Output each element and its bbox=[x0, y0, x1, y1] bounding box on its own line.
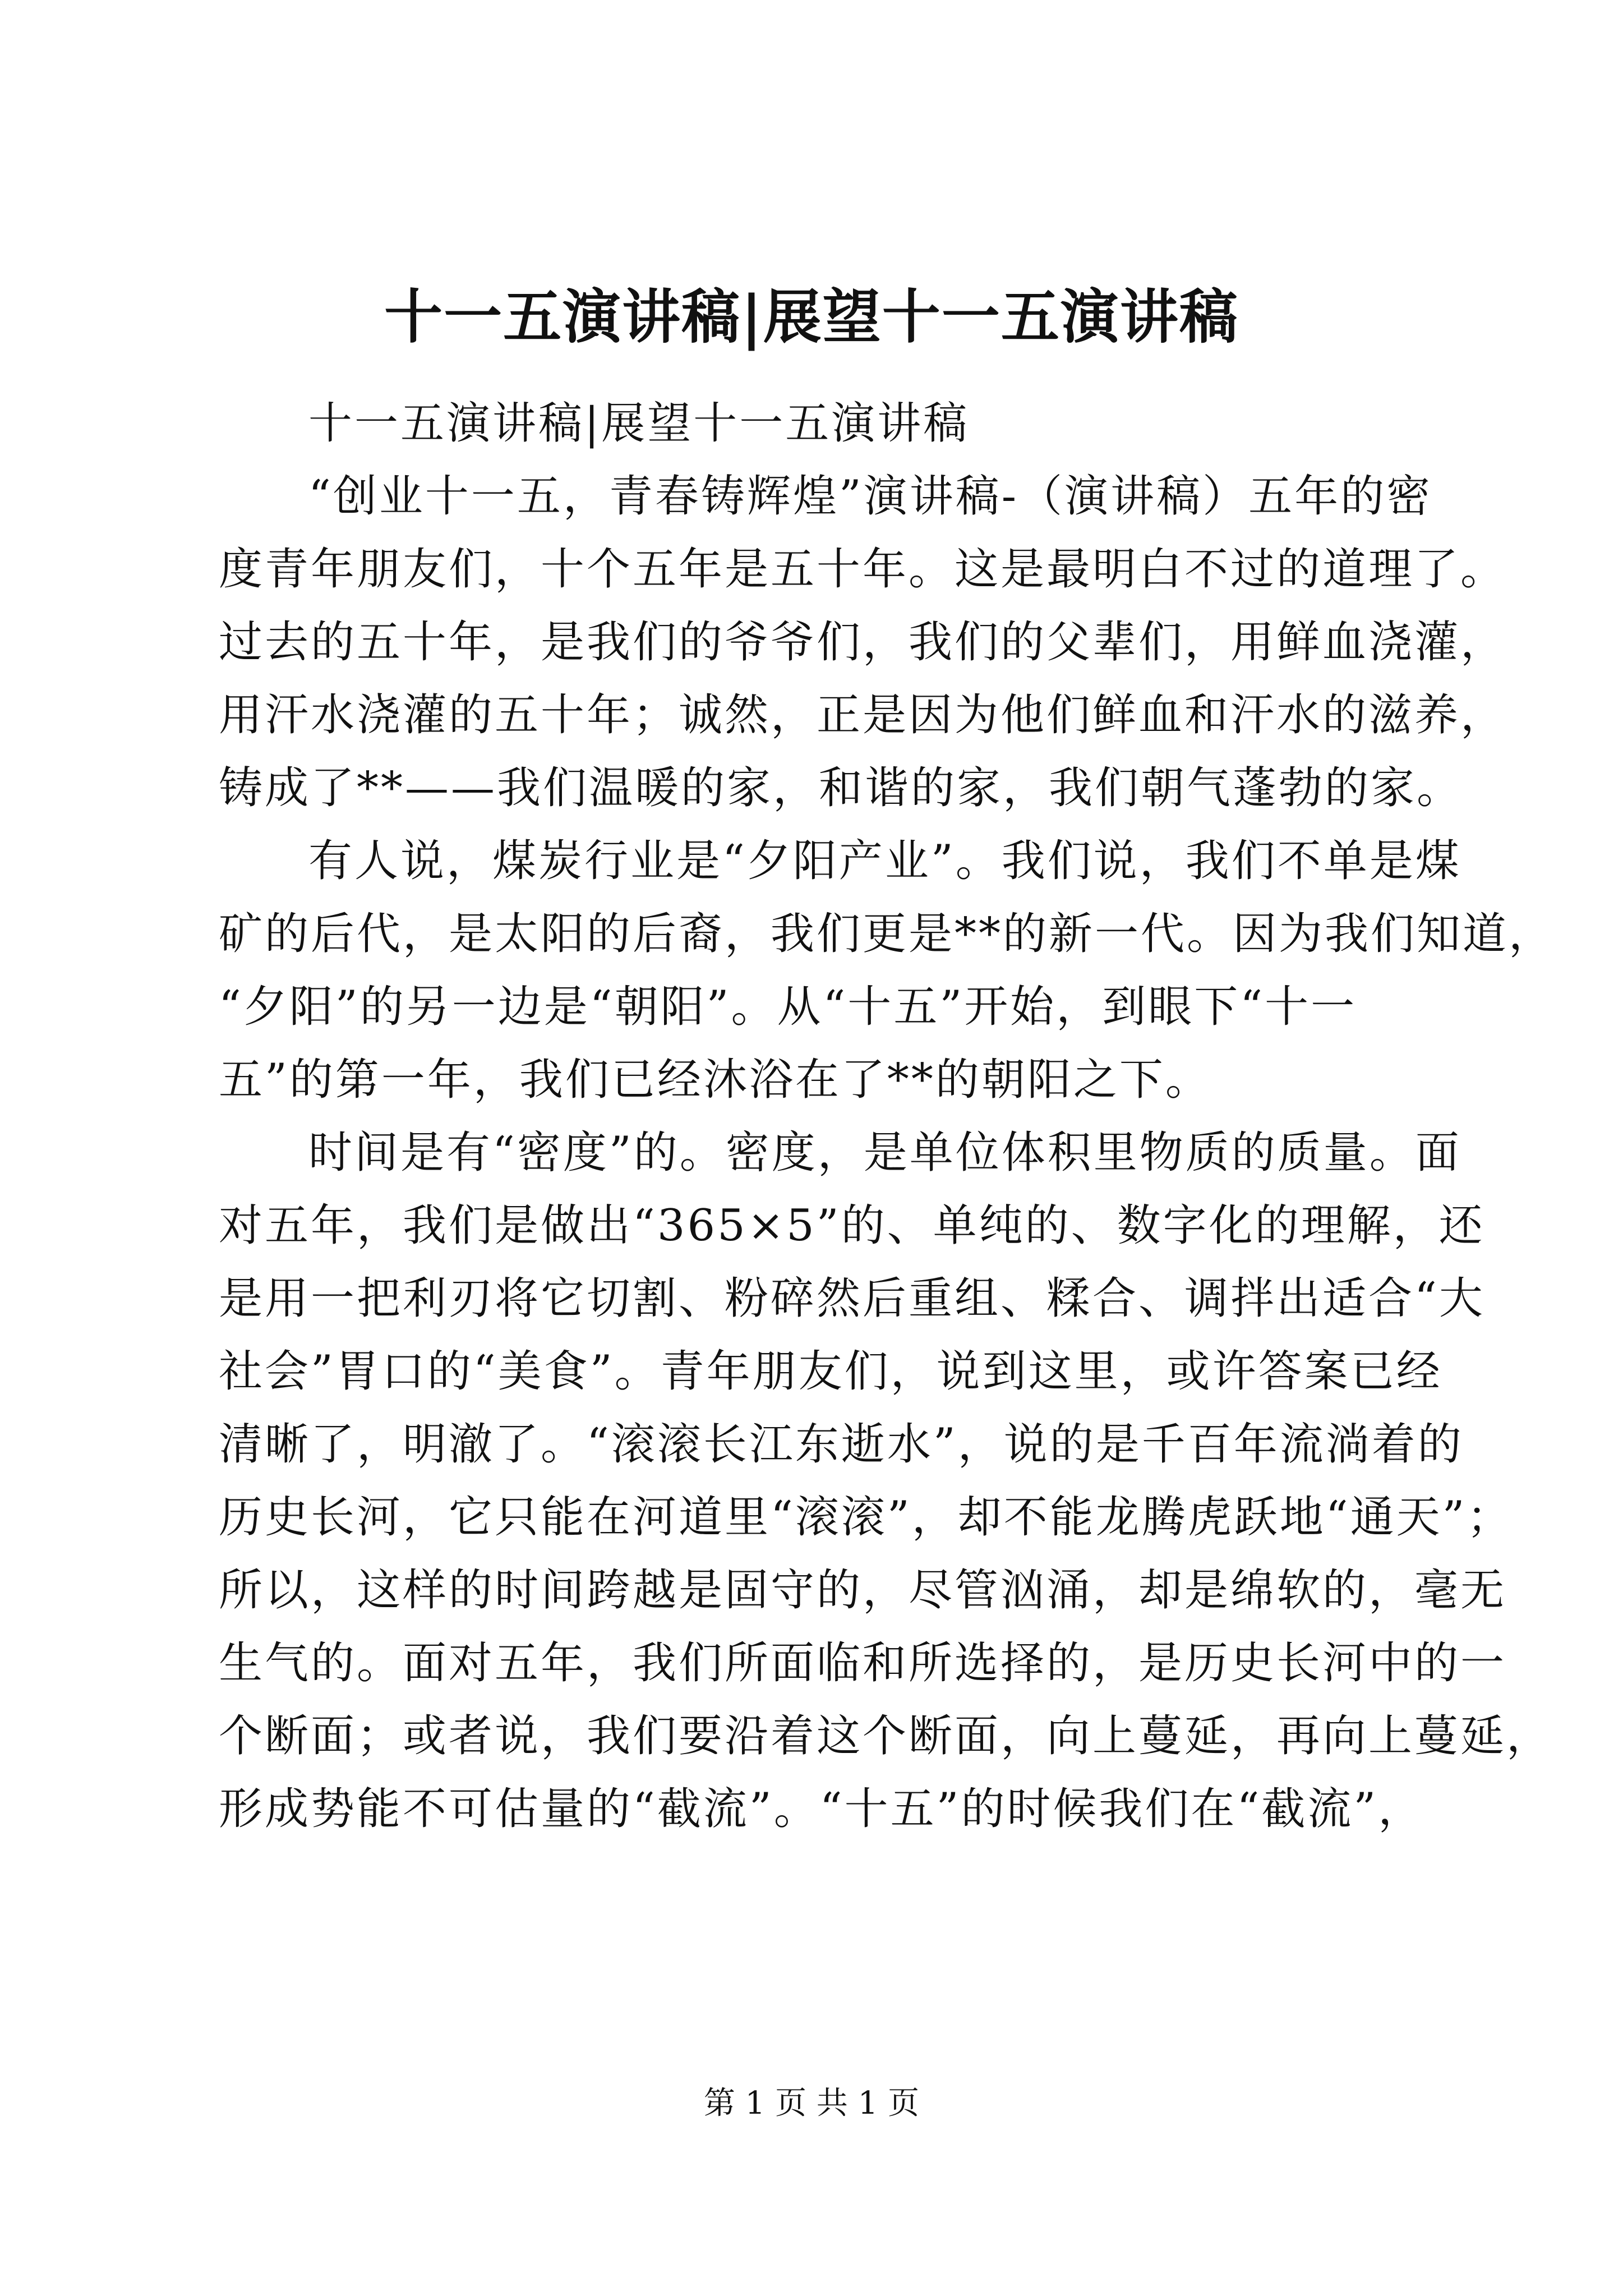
paragraph-line: 矿的后代，是太阳的后裔，我们更是**的新一代。因为我们知道， bbox=[219, 909, 1555, 959]
paragraph-line: 个断面；或者说，我们要沿着这个断面，向上蔓延，再向上蔓延， bbox=[219, 1711, 1553, 1761]
subtitle-line: 十一五演讲稿|展望十一五演讲稿 bbox=[308, 398, 970, 449]
paragraph-line: 过去的五十年，是我们的爷爷们，我们的父辈们，用鲜血浇灌， bbox=[219, 617, 1507, 668]
paragraph-line: 是用一把利刃将它切割、粉碎然后重组、糅合、调拌出适合“大 bbox=[219, 1273, 1485, 1324]
paragraph-line: 铸成了**——我们温暖的家，和谐的家，我们朝气蓬勃的家。 bbox=[219, 763, 1463, 813]
paragraph-line: 有人说，煤炭行业是“夕阳产业”。我们说，我们不单是煤 bbox=[308, 836, 1461, 886]
paragraph-line: 度青年朋友们，十个五年是五十年。这是最明白不过的道理了。 bbox=[219, 544, 1507, 595]
page-number-footer: 第 1 页 共 1 页 bbox=[703, 2085, 920, 2122]
paragraph-line: 时间是有“密度”的。密度，是单位体积里物质的质量。面 bbox=[308, 1128, 1461, 1178]
document-title: 十一五演讲稿|展望十一五演讲稿 bbox=[384, 282, 1239, 351]
paragraph-line: 对五年，我们是做出“365×5”的、单纯的、数字化的理解，还 bbox=[219, 1200, 1485, 1251]
paragraph-line: 生气的。面对五年，我们所面临和所选择的，是历史长河中的一 bbox=[219, 1638, 1507, 1688]
paragraph-line: “创业十一五，青春铸辉煌”演讲稿-（演讲稿）五年的密 bbox=[308, 471, 1433, 522]
document-body bbox=[219, 387, 1555, 1846]
paragraph-line: 社会”胃口的“美食”。青年朋友们，说到这里，或许答案已经 bbox=[219, 1346, 1442, 1397]
paragraph-line: 清晰了，明澈了。“滚滚长江东逝水”，说的是千百年流淌着的 bbox=[219, 1419, 1464, 1470]
paragraph-line: 所以，这样的时间跨越是固守的，尽管汹涌，却是绵软的，毫无 bbox=[219, 1565, 1507, 1616]
paragraph-line: 形成势能不可估量的“截流”。“十五”的时候我们在“截流”， bbox=[219, 1784, 1424, 1834]
paragraph-line: 用汗水浇灌的五十年；诚然，正是因为他们鲜血和汗水的滋养， bbox=[219, 690, 1507, 740]
paragraph-line: 五”的第一年，我们已经沐浴在了**的朝阳之下。 bbox=[219, 1055, 1211, 1105]
paragraph-line: “夕阳”的另一边是“朝阳”。从“十五”开始，到眼下“十一 bbox=[219, 982, 1357, 1032]
paragraph-line: 历史长河，它只能在河道里“滚滚”，却不能龙腾虎跃地“通天”； bbox=[219, 1492, 1513, 1543]
